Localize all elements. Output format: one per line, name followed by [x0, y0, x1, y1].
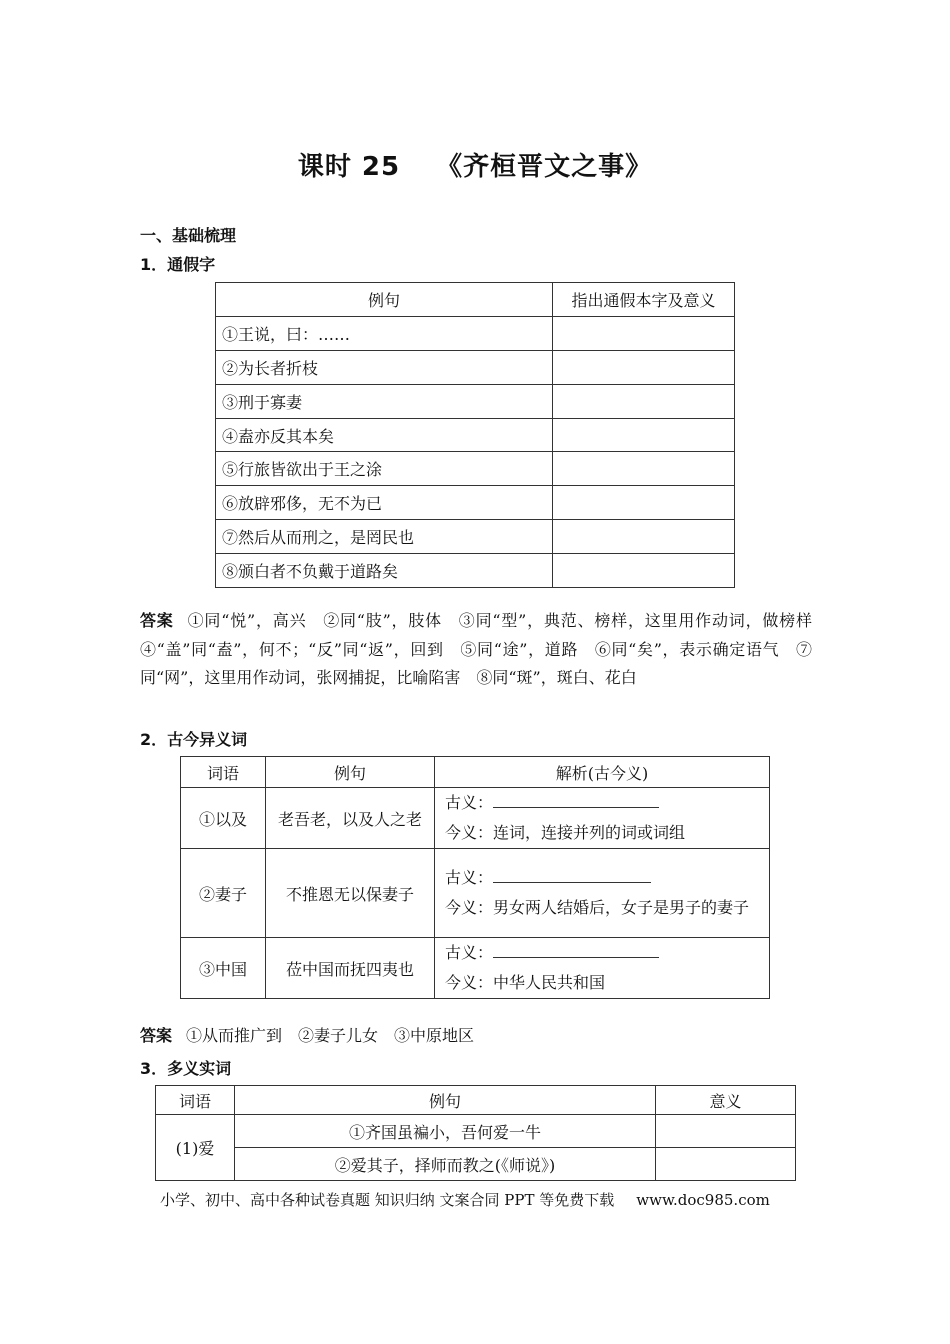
- word-cell: (1)爱: [156, 1115, 235, 1181]
- column-header: 例句: [235, 1086, 656, 1115]
- table-row: [216, 520, 735, 554]
- answer-label: 答案: [140, 611, 174, 630]
- table-row: [156, 1115, 796, 1148]
- answer-blank[interactable]: [493, 791, 659, 808]
- column-header: 词语: [156, 1086, 235, 1115]
- example-sentence: 莅中国而抚四夷也: [266, 938, 435, 999]
- analysis-cell: [435, 788, 770, 849]
- table-row: [181, 788, 770, 849]
- answer-block: [140, 607, 828, 693]
- table-row: [181, 849, 770, 938]
- part3-heading: 3．多义实词: [140, 1059, 232, 1078]
- footer-site-link[interactable]: www.doc985.com: [636, 1191, 770, 1209]
- ancient-meaning: 古义：: [445, 788, 759, 818]
- word-cell: ③中国: [181, 938, 266, 999]
- table-header-row: [181, 757, 770, 788]
- answer-blank[interactable]: [493, 941, 659, 958]
- answer-cell[interactable]: [656, 1115, 796, 1148]
- answer-label: 答案: [140, 1026, 173, 1045]
- part2-heading: 2．古今异义词: [140, 730, 248, 749]
- word-cell: ①以及: [181, 788, 266, 849]
- answer-text: ①从而推广到 ②妻子儿女 ③中原地区: [186, 1026, 475, 1045]
- gujin-yiyi-table: [180, 756, 770, 999]
- table-row: [216, 452, 735, 486]
- part1-heading: 1．通假字: [140, 255, 216, 274]
- column-header: 指出通假本字及意义: [553, 283, 735, 317]
- table-row: [216, 486, 735, 520]
- ancient-meaning: 古义：: [445, 938, 759, 968]
- answer-cell[interactable]: [553, 418, 735, 452]
- answer-cell[interactable]: [553, 452, 735, 486]
- example-sentence: ①齐国虽褊小，吾何爱一牛: [235, 1115, 656, 1148]
- example-sentence: ②为长者折枝: [216, 350, 553, 384]
- section-heading: 一、基础梳理: [140, 226, 237, 245]
- table-row: [216, 554, 735, 588]
- answer-text: ①同“悦”，高兴 ②同“肢”，肢体 ③同“型”，典范、榜样，这里用作动词，做榜样 ④“盖”同“盍”，何不；“反”同“返”，回到 ⑤同“途”，道路 ⑥同“矣”，表示确定语气 ⑦同“网”，这里用作动词，张网捕捉，比喻陷害 ⑧同“斑”，斑白、花白: [140, 611, 828, 687]
- example-sentence: ⑦然后从而刑之，是罔民也: [216, 520, 553, 554]
- tongjiazi-table: [215, 282, 735, 588]
- modern-meaning: 今义：中华人民共和国: [445, 973, 606, 992]
- table-row: [216, 350, 735, 384]
- example-sentence: ④盍亦反其本矣: [216, 418, 553, 452]
- table-row: [216, 384, 735, 418]
- answer-cell[interactable]: [553, 486, 735, 520]
- example-sentence: ⑥放辟邪侈，无不为已: [216, 486, 553, 520]
- column-header: 例句: [266, 757, 435, 788]
- table-row: [181, 938, 770, 999]
- table-row: [216, 418, 735, 452]
- answer-blank[interactable]: [493, 866, 651, 883]
- modern-meaning: 今义：连词，连接并列的词或词组: [445, 823, 686, 842]
- example-sentence: ⑤行旅皆欲出于王之涂: [216, 452, 553, 486]
- modern-meaning: 今义：男女两人结婚后，女子是男子的妻子: [445, 898, 750, 917]
- table-row: [216, 316, 735, 350]
- table-row: [156, 1148, 796, 1181]
- example-sentence: ③刑于寡妻: [216, 384, 553, 418]
- answer-cell[interactable]: [553, 520, 735, 554]
- lesson-name: 《齐桓晋文之事》: [436, 152, 653, 182]
- example-sentence: 不推恩无以保妻子: [266, 849, 435, 938]
- footer: [160, 1189, 770, 1210]
- column-header: 意义: [656, 1086, 796, 1115]
- duoyi-shici-table: [155, 1085, 796, 1181]
- page-title: [0, 146, 950, 183]
- table-header-row: [156, 1086, 796, 1115]
- table-header-row: [216, 283, 735, 317]
- example-sentence: ②爱其子，择师而教之(《师说》): [235, 1148, 656, 1181]
- column-header: 例句: [216, 283, 553, 317]
- example-sentence: ⑧颁白者不负戴于道路矣: [216, 554, 553, 588]
- answer-cell[interactable]: [553, 316, 735, 350]
- footer-text: 小学、初中、高中各种试卷真题 知识归纳 文案合同 PPT 等免费下载: [160, 1191, 615, 1209]
- column-header: 解析(古今义): [435, 757, 770, 788]
- analysis-cell: [435, 938, 770, 999]
- answer-block: [140, 1022, 812, 1051]
- answer-cell[interactable]: [553, 350, 735, 384]
- example-sentence: 老吾老，以及人之老: [266, 788, 435, 849]
- answer-cell[interactable]: [553, 554, 735, 588]
- answer-cell[interactable]: [553, 384, 735, 418]
- example-sentence: ①王说，曰：……: [216, 316, 553, 350]
- answer-cell[interactable]: [656, 1148, 796, 1181]
- ancient-meaning: 古义：: [445, 863, 759, 893]
- lesson-number: 课时 25: [297, 152, 401, 182]
- word-cell: ②妻子: [181, 849, 266, 938]
- column-header: 词语: [181, 757, 266, 788]
- analysis-cell: [435, 849, 770, 938]
